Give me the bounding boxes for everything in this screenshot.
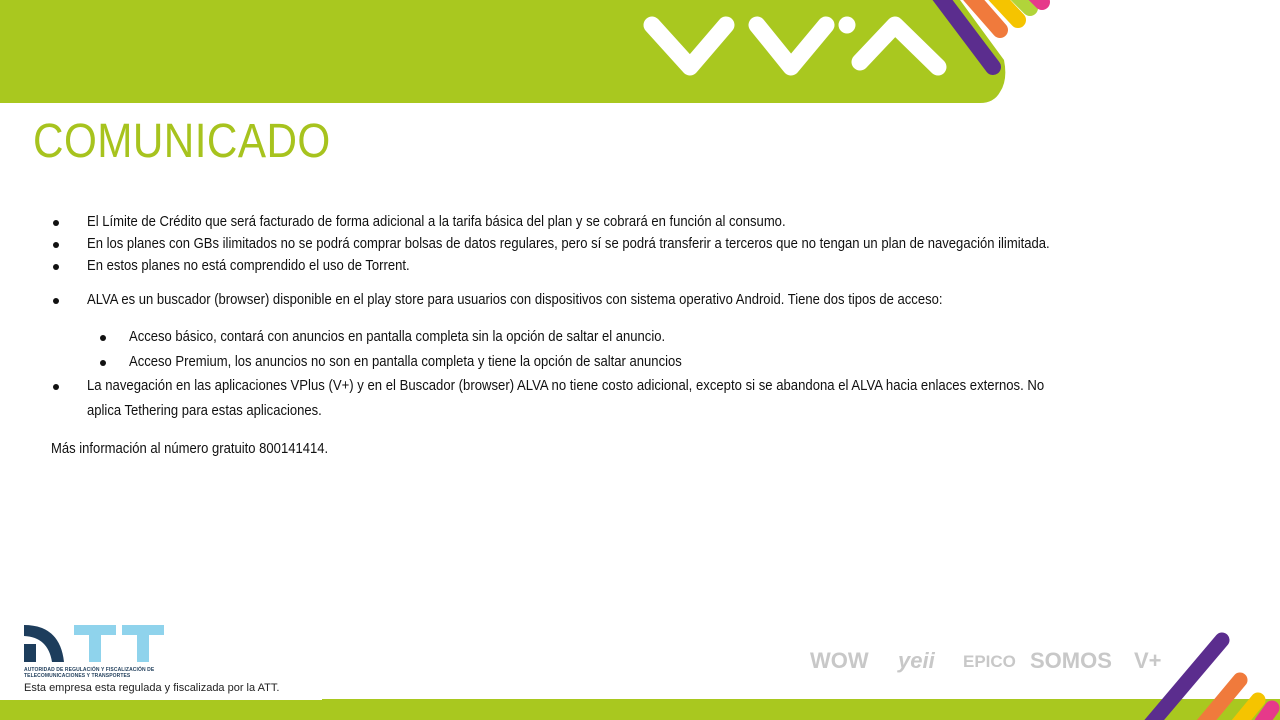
brand-logo-somos: SOMOS bbox=[1030, 648, 1112, 673]
bullet-dot bbox=[53, 242, 59, 248]
list-item: ALVA es un buscador (browser) disponible en el play store para usuarios con dispositivos con sistema operativo Android. Tiene dos tipos de acceso: bbox=[87, 292, 943, 308]
list-item: El Límite de Crédito que será facturado de forma adicional a la tarifa básica del plan y se cobrará en función al consumo. bbox=[87, 214, 786, 230]
bullet-dot bbox=[53, 298, 59, 304]
page-title: COMUNICADO bbox=[33, 115, 331, 168]
sub-bullet-dot bbox=[100, 335, 106, 341]
att-logo bbox=[24, 625, 164, 662]
list-item: En los planes con GBs ilimitados no se podrá comprar bolsas de datos regulares, pero sí se podrá transferir a terceros que no tengan un plan de navegación ilimitada. bbox=[87, 236, 1050, 252]
att-subtitle: AUTORIDAD DE REGULACIÓN Y FISCALIZACIÓN DE TELECOMUNICACIONES Y TRANSPORTES bbox=[24, 667, 155, 679]
bullet-dot bbox=[53, 264, 59, 270]
list-item: La navegación en las aplicaciones VPlus (V+) y en el Buscador (browser) ALVA no tiene costo adicional, excepto si se abandona el ALVA hacia enlaces externos. No bbox=[87, 378, 1045, 394]
header-banner bbox=[0, 0, 1280, 103]
more-info-text: Más información al número gratuito 800141414. bbox=[51, 441, 329, 457]
sub-list-item: Acceso Premium, los anuncios no son en pantalla completa y tiene la opción de saltar anuncios bbox=[129, 354, 682, 370]
list-item: En estos planes no está comprendido el uso de Torrent. bbox=[87, 258, 410, 274]
sub-bullet-dot bbox=[100, 360, 106, 366]
bullet-dot bbox=[53, 220, 59, 226]
list-item-continuation: aplica Tethering para estas aplicaciones. bbox=[87, 403, 322, 419]
brand-logo-wow: WOW bbox=[810, 648, 869, 673]
brand-logo-vplus: V+ bbox=[1134, 648, 1162, 673]
sub-list-item: Acceso básico, contará con anuncios en pantalla completa sin la opción de saltar el anuncio. bbox=[129, 329, 666, 345]
brand-logo-yeii: yeii bbox=[898, 648, 935, 673]
brand-logo-epico: EPICO bbox=[963, 652, 1016, 671]
bullet-dot bbox=[53, 384, 59, 390]
regulation-caption: Esta empresa esta regulada y fiscalizada por la ATT. bbox=[24, 682, 280, 694]
